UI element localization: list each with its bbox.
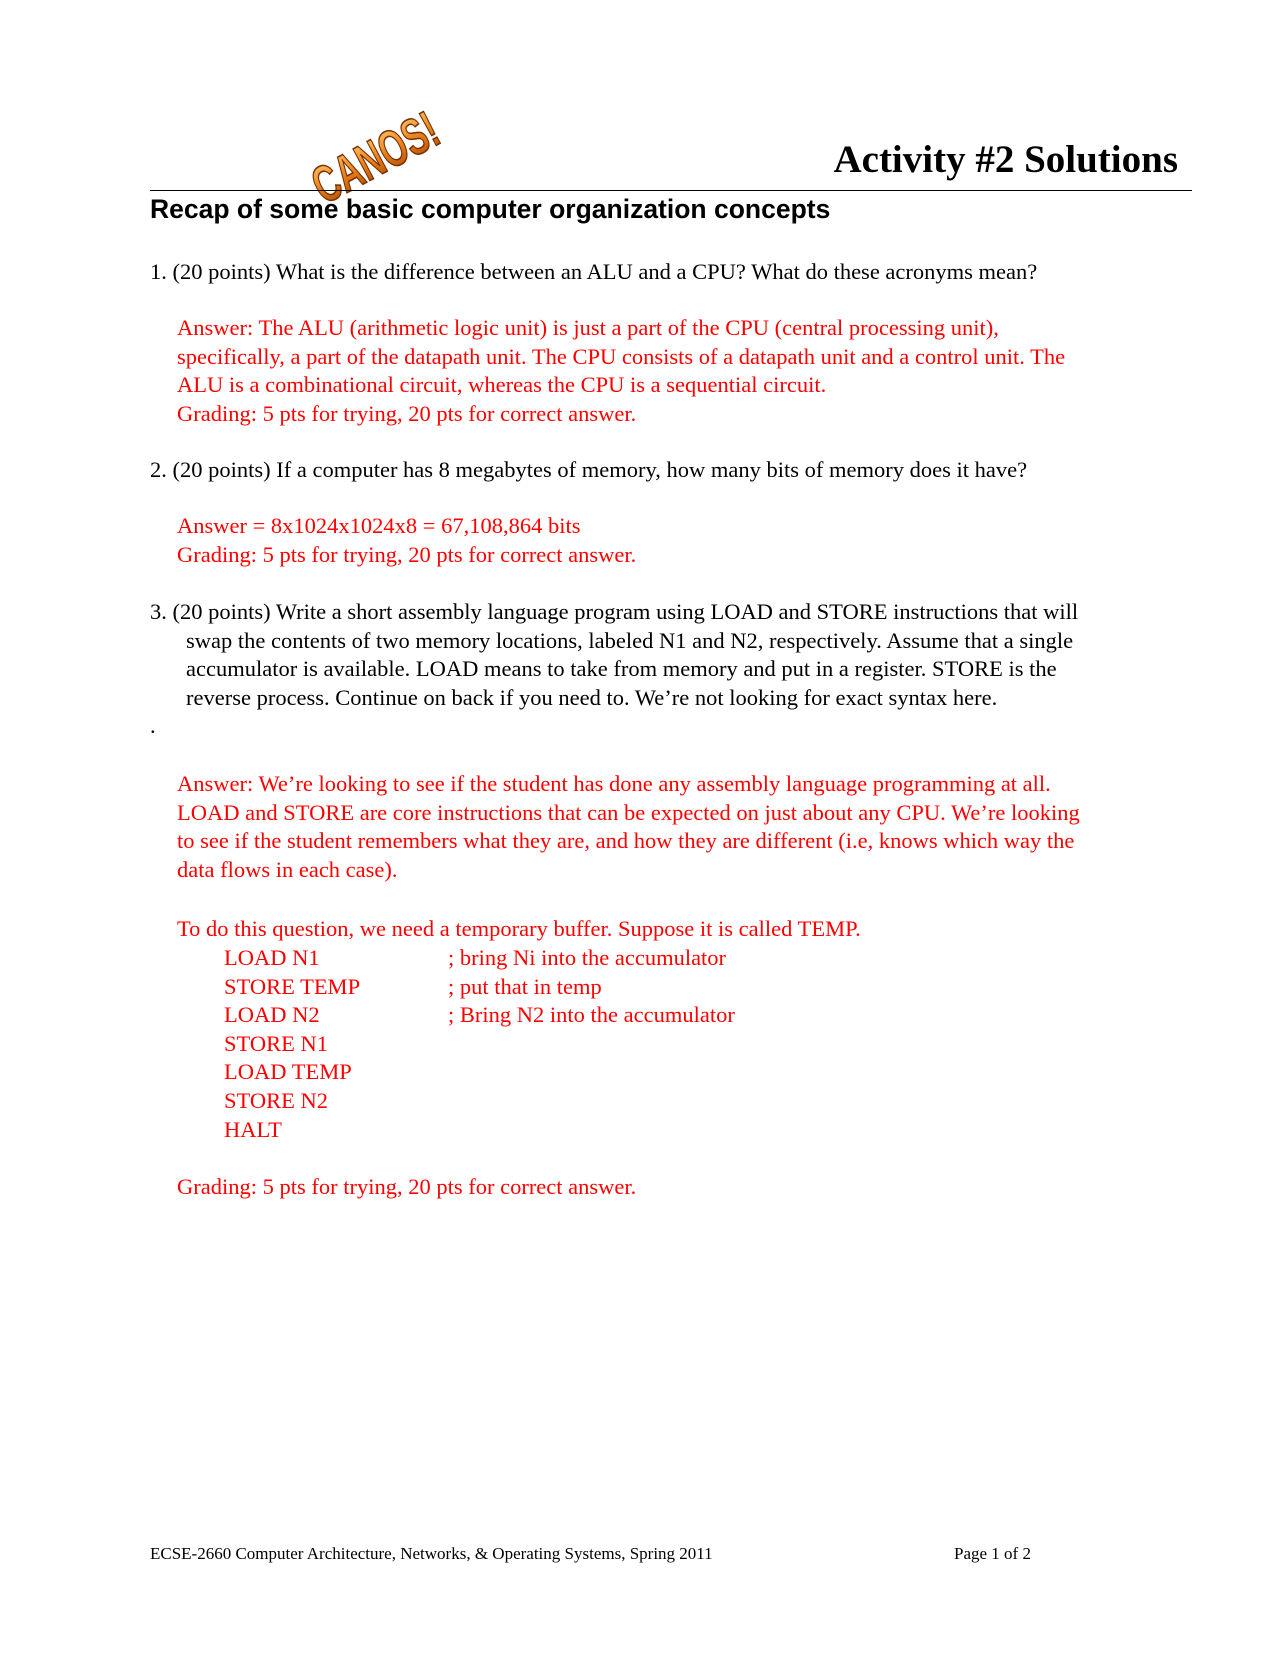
question-3-line: swap the contents of two memory locations, labeled N1 and N2, respectively. Assume that a single (186, 627, 1074, 653)
footer-page-number: Page 1 of 2 (954, 1544, 1031, 1563)
question-3-line: reverse process. Continue on back if you need to. We’re not looking for exact syntax here. (186, 684, 998, 710)
assembly-code (224, 944, 735, 1144)
question-3-line: 3. (20 points) Write a short assembly language program using LOAD and STORE instructions that will (150, 599, 1079, 624)
code-line (224, 1030, 735, 1059)
grading-3: Grading: 5 pts for trying, 20 pts for correct answer. (177, 1174, 637, 1199)
code-instruction: HALT (224, 1116, 282, 1142)
question-2: 2. (20 points) If a computer has 8 megabytes of memory, how many bits of memory does it have? (150, 457, 1028, 482)
question-3-line: accumulator is available. LOAD means to take from memory and put in a register. STORE is the (186, 656, 1057, 682)
answer-1-line: ALU is a combinational circuit, whereas the CPU is a sequential circuit. (177, 372, 827, 398)
question-3 (150, 598, 1078, 741)
answer-2-line: Answer = 8x1024x1024x8 = 67,108,864 bits (177, 513, 581, 538)
document-subtitle: Recap of some basic computer organization concepts (150, 194, 831, 224)
code-instruction: STORE TEMP (224, 973, 361, 999)
answer-1 (177, 314, 1065, 428)
header-rule (150, 190, 1192, 191)
code-line (224, 944, 735, 973)
code-comment: ; bring Ni into the accumulator (448, 945, 727, 970)
answer-3-line: data flows in each case). (177, 856, 398, 882)
answer-2 (177, 512, 636, 569)
canos-logo (282, 67, 511, 216)
answer-3-line: LOAD and STORE are core instructions that can be expected on just about any CPU. We’re looking (177, 799, 1080, 825)
code-line (224, 1001, 735, 1030)
code-instruction: LOAD TEMP (224, 1059, 352, 1085)
code-comment: ; Bring N2 into the accumulator (448, 1002, 735, 1028)
code-line (224, 1087, 735, 1116)
code-line (224, 1058, 735, 1087)
code-instruction: LOAD N2 (224, 1002, 320, 1028)
answer-3 (177, 770, 1080, 884)
answer-3-line: Answer: We’re looking to see if the student has done any assembly language programming at all. (177, 771, 1051, 796)
question-1: 1. (20 points) What is the difference between an ALU and a CPU? What do these acronyms mean? (150, 259, 1038, 284)
answer-3-line: to see if the student remembers what they are, and how they are different (i.e, knows which way the (177, 828, 1075, 854)
answer-1-line: specifically, a part of the datapath unit. The CPU consists of a datapath unit and a control unit. The (177, 343, 1066, 369)
code-line (224, 973, 735, 1002)
answer-3-intro: To do this question, we need a temporary buffer. Suppose it is called TEMP. (177, 916, 861, 941)
logo-text: CANOS! (302, 67, 511, 216)
stray-period: . (150, 713, 156, 739)
code-instruction: LOAD N1 (224, 945, 320, 970)
answer-1-line: Answer: The ALU (arithmetic logic unit) is just a part of the CPU (central processing unit), (177, 315, 999, 340)
footer-course: ECSE-2660 Computer Architecture, Networks, & Operating Systems, Spring 2011 (150, 1544, 713, 1563)
grading-2: Grading: 5 pts for trying, 20 pts for correct answer. (177, 541, 637, 567)
code-line (224, 1116, 735, 1145)
document-title: Activity #2 Solutions (833, 138, 1178, 181)
code-comment: ; put that in temp (448, 973, 602, 999)
code-instruction: STORE N1 (224, 1030, 328, 1056)
grading-1: Grading: 5 pts for trying, 20 pts for correct answer. (177, 400, 637, 426)
code-instruction: STORE N2 (224, 1087, 328, 1113)
